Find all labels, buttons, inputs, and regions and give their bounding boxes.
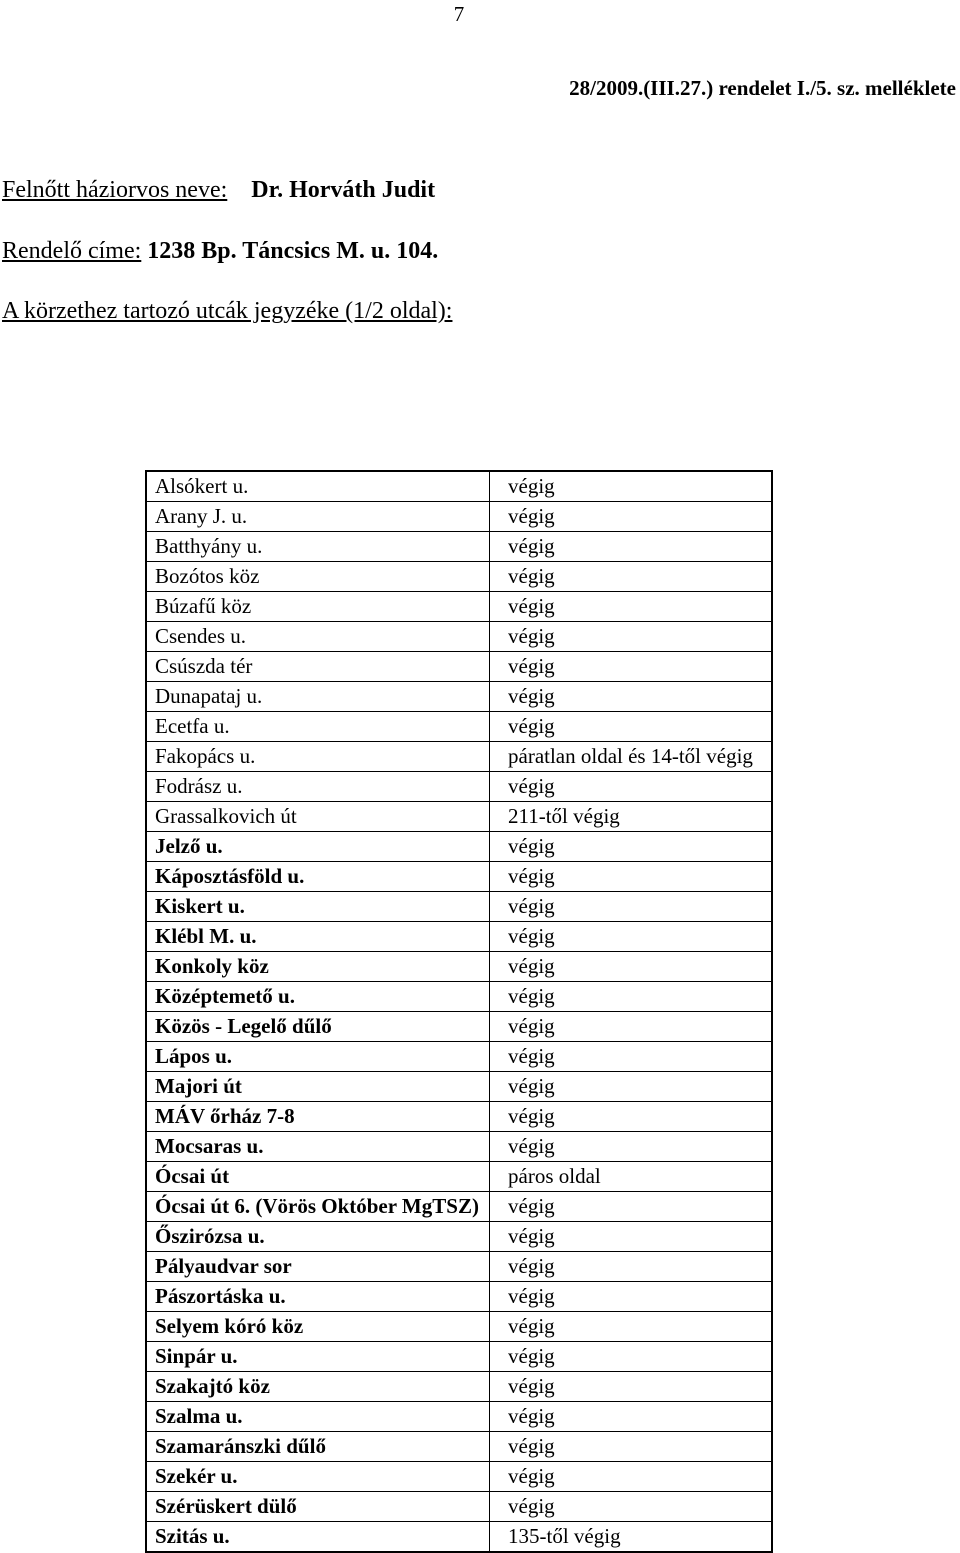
street-name-cell: Szérüskert dülő bbox=[146, 1492, 490, 1522]
street-name-cell: Kiskert u. bbox=[146, 892, 490, 922]
table-row bbox=[146, 562, 772, 592]
street-name-cell: Sinpár u. bbox=[146, 1342, 490, 1372]
table-row bbox=[146, 1342, 772, 1372]
street-name-cell: Lápos u. bbox=[146, 1042, 490, 1072]
street-range-cell: végig bbox=[490, 1102, 773, 1132]
table-row bbox=[146, 1492, 772, 1522]
address-value: 1238 Bp. Táncsics M. u. 104. bbox=[147, 238, 439, 264]
table-row bbox=[146, 471, 772, 502]
street-range-cell: végig bbox=[490, 772, 773, 802]
street-range-cell: végig bbox=[490, 1432, 773, 1462]
table-row bbox=[146, 892, 772, 922]
street-range-cell: végig bbox=[490, 562, 773, 592]
table-row bbox=[146, 1162, 772, 1192]
table-row bbox=[146, 622, 772, 652]
street-name-cell: Mocsaras u. bbox=[146, 1132, 490, 1162]
street-range-cell: végig bbox=[490, 952, 773, 982]
street-range-cell: végig bbox=[490, 682, 773, 712]
street-name-cell: Fakopács u. bbox=[146, 742, 490, 772]
table-row bbox=[146, 1282, 772, 1312]
street-name-cell: Arany J. u. bbox=[146, 502, 490, 532]
table-row bbox=[146, 1372, 772, 1402]
table-row bbox=[146, 1072, 772, 1102]
table-row bbox=[146, 802, 772, 832]
street-range-cell: végig bbox=[490, 892, 773, 922]
page-number: 7 bbox=[453, 2, 465, 26]
street-range-cell: végig bbox=[490, 1312, 773, 1342]
street-range-cell: végig bbox=[490, 1402, 773, 1432]
table-row bbox=[146, 532, 772, 562]
list-title: A körzethez tartozó utcák jegyzéke (1/2 oldal): bbox=[2, 298, 453, 324]
street-range-cell: végig bbox=[490, 832, 773, 862]
street-name-cell: Őszirózsa u. bbox=[146, 1222, 490, 1252]
decree-reference: 28/2009.(III.27.) rendelet I./5. sz. melléklete bbox=[569, 76, 956, 100]
street-name-cell: Alsókert u. bbox=[146, 471, 490, 502]
table-row bbox=[146, 1222, 772, 1252]
table-row bbox=[146, 1522, 772, 1553]
street-range-cell: végig bbox=[490, 1192, 773, 1222]
table-row bbox=[146, 712, 772, 742]
table-row bbox=[146, 862, 772, 892]
street-name-cell: Csendes u. bbox=[146, 622, 490, 652]
doctor-name: Dr. Horváth Judit bbox=[251, 177, 436, 203]
street-range-cell: végig bbox=[490, 982, 773, 1012]
street-range-cell: végig bbox=[490, 532, 773, 562]
table-row bbox=[146, 1312, 772, 1342]
street-name-cell: Ecetfa u. bbox=[146, 712, 490, 742]
street-range-cell: 211-től végig bbox=[490, 802, 773, 832]
doctor-line bbox=[2, 177, 435, 204]
table-row bbox=[146, 1402, 772, 1432]
street-name-cell: Bozótos köz bbox=[146, 562, 490, 592]
street-range-cell: végig bbox=[490, 1462, 773, 1492]
street-range-cell: végig bbox=[490, 622, 773, 652]
table-row bbox=[146, 832, 772, 862]
street-range-cell: végig bbox=[490, 1282, 773, 1312]
street-name-cell: Ócsai út 6. (Vörös Október MgTSZ) bbox=[146, 1192, 490, 1222]
address-line bbox=[2, 238, 438, 265]
streets-table bbox=[145, 470, 773, 1553]
street-name-cell: Szalma u. bbox=[146, 1402, 490, 1432]
street-name-cell: Klébl M. u. bbox=[146, 922, 490, 952]
street-name-cell: Fodrász u. bbox=[146, 772, 490, 802]
table-row bbox=[146, 1102, 772, 1132]
street-name-cell: Selyem kóró köz bbox=[146, 1312, 490, 1342]
streets-table-body bbox=[146, 471, 772, 1552]
table-row bbox=[146, 1432, 772, 1462]
street-range-cell: végig bbox=[490, 712, 773, 742]
street-range-cell: 135-től végig bbox=[490, 1522, 773, 1553]
table-row bbox=[146, 652, 772, 682]
table-row bbox=[146, 1252, 772, 1282]
table-row bbox=[146, 952, 772, 982]
street-name-cell: Ócsai út bbox=[146, 1162, 490, 1192]
street-name-cell: Pályaudvar sor bbox=[146, 1252, 490, 1282]
table-row bbox=[146, 1012, 772, 1042]
street-range-cell: páros oldal bbox=[490, 1162, 773, 1192]
street-range-cell: páratlan oldal és 14-től végig bbox=[490, 742, 773, 772]
table-row bbox=[146, 1042, 772, 1072]
street-range-cell: végig bbox=[490, 1342, 773, 1372]
street-name-cell: MÁV őrház 7-8 bbox=[146, 1102, 490, 1132]
street-name-cell: Középtemető u. bbox=[146, 982, 490, 1012]
street-range-cell: végig bbox=[490, 471, 773, 502]
table-row bbox=[146, 502, 772, 532]
street-name-cell: Konkoly köz bbox=[146, 952, 490, 982]
table-row bbox=[146, 922, 772, 952]
street-range-cell: végig bbox=[490, 1042, 773, 1072]
table-row bbox=[146, 772, 772, 802]
table-row bbox=[146, 1462, 772, 1492]
street-name-cell: Szakajtó köz bbox=[146, 1372, 490, 1402]
street-range-cell: végig bbox=[490, 862, 773, 892]
street-range-cell: végig bbox=[490, 1372, 773, 1402]
street-name-cell: Dunapataj u. bbox=[146, 682, 490, 712]
table-row bbox=[146, 1192, 772, 1222]
street-range-cell: végig bbox=[490, 1252, 773, 1282]
street-range-cell: végig bbox=[490, 922, 773, 952]
street-name-cell: Szitás u. bbox=[146, 1522, 490, 1553]
street-name-cell: Káposztásföld u. bbox=[146, 862, 490, 892]
street-range-cell: végig bbox=[490, 592, 773, 622]
street-name-cell: Szamaránszki dűlő bbox=[146, 1432, 490, 1462]
street-range-cell: végig bbox=[490, 1072, 773, 1102]
street-name-cell: Búzafű köz bbox=[146, 592, 490, 622]
street-name-cell: Pászortáska u. bbox=[146, 1282, 490, 1312]
table-row bbox=[146, 982, 772, 1012]
street-range-cell: végig bbox=[490, 1012, 773, 1042]
table-row bbox=[146, 1132, 772, 1162]
street-range-cell: végig bbox=[490, 652, 773, 682]
street-name-cell: Szekér u. bbox=[146, 1462, 490, 1492]
street-name-cell: Grassalkovich út bbox=[146, 802, 490, 832]
address-label: Rendelő címe: bbox=[2, 238, 142, 264]
street-name-cell: Közös - Legelő dűlő bbox=[146, 1012, 490, 1042]
doctor-label: Felnőtt háziorvos neve: bbox=[2, 177, 228, 203]
street-range-cell: végig bbox=[490, 502, 773, 532]
street-name-cell: Batthyány u. bbox=[146, 532, 490, 562]
street-name-cell: Csúszda tér bbox=[146, 652, 490, 682]
table-row bbox=[146, 682, 772, 712]
table-row bbox=[146, 742, 772, 772]
street-range-cell: végig bbox=[490, 1222, 773, 1252]
table-row bbox=[146, 592, 772, 622]
street-name-cell: Majori út bbox=[146, 1072, 490, 1102]
street-range-cell: végig bbox=[490, 1132, 773, 1162]
street-name-cell: Jelző u. bbox=[146, 832, 490, 862]
street-range-cell: végig bbox=[490, 1492, 773, 1522]
